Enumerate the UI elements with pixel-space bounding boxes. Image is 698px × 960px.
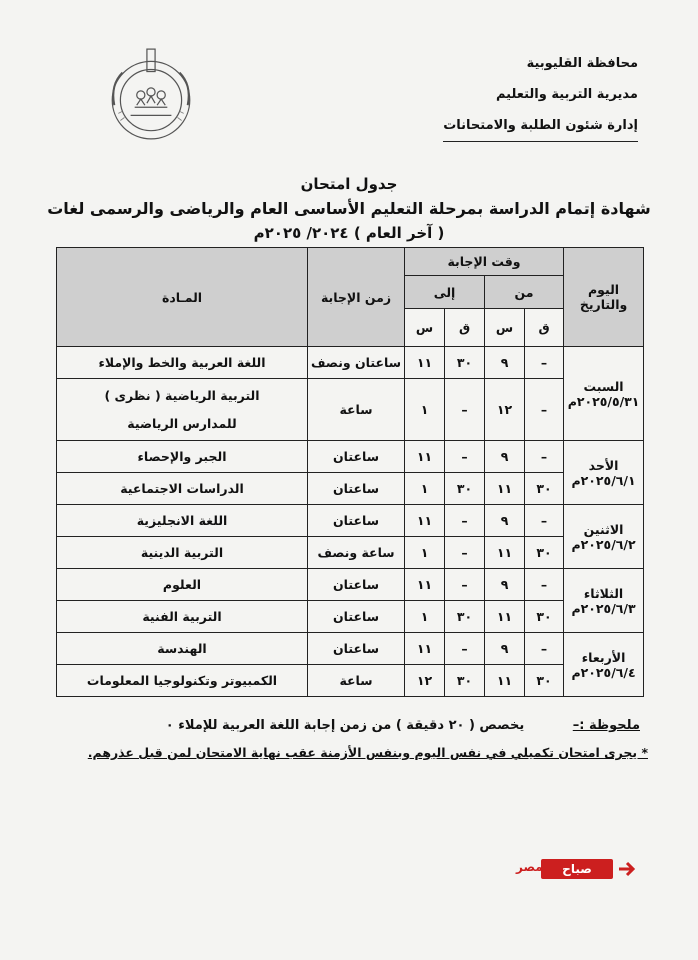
from-minute: ٣٠ [525,473,564,505]
to-hour: ١١ [405,633,445,665]
to-minute: – [445,537,485,569]
day-cell [564,569,644,633]
to-minute: – [445,379,485,441]
from-hour: ١١ [485,601,525,633]
duration: ساعتان [308,441,405,473]
from-hour: ٩ [485,633,525,665]
to-minute: – [445,441,485,473]
day-date: ٢٠٢٥/٦/٤م [571,664,636,680]
footnote: * يجرى امتحان تكميلي في نفس اليوم وبنفس الأزمنة عقب نهاية الامتحان لمن قبل عذرهم. [87,745,648,760]
to-hour: ١ [405,601,445,633]
duration: ساعتان [308,473,405,505]
from-hour: ٩ [485,347,525,379]
to-hour: ١١ [405,569,445,601]
table-row [57,379,644,441]
day-cell [564,441,644,505]
duration: ساعتان [308,601,405,633]
from-hour: ٩ [485,569,525,601]
day-date: ٢٠٢٥/٦/٢م [571,536,636,552]
note-text: يخصص ( ٢٠ دقيقة ) من زمن إجابة اللغة العربية للإملاء ٠ [165,718,525,733]
from-minute: ٣٠ [525,537,564,569]
day-date: ٢٠٢٥/٥/٣١م [567,393,640,409]
to-minute: ٣٠ [445,347,485,379]
day-date: ٢٠٢٥/٦/١م [571,472,636,488]
duration: ساعة ونصف [308,537,405,569]
subject: الدراسات الاجتماعية [57,473,308,505]
day-name: الاثنين [583,521,624,537]
from-minute: ٣٠ [525,601,564,633]
header-duration: زمن الإجابة [308,248,405,347]
from-minute: – [525,633,564,665]
schedule-title: جدول امتحان [300,175,398,193]
subject: الجبر والإحصاء [57,441,308,473]
brand-name: صباح [541,859,613,879]
day-name: الأربعاء [581,649,626,665]
header-to: إلى [405,276,485,309]
table-row [57,665,644,697]
brand-suffix: مصر [516,860,543,874]
duration: ساعة [308,379,405,441]
day-cell [564,505,644,569]
day-cell [564,347,644,441]
table-row [57,347,644,379]
table-row [57,601,644,633]
department-name: إدارة شئون الطلبة والامتحانات [443,110,638,142]
to-hour: ١١ [405,505,445,537]
to-hour: ١٢ [405,665,445,697]
header-answer-time: وقت الإجابة [405,248,564,276]
note-label: ملحوظة :– [572,718,640,733]
duration: ساعتان [308,633,405,665]
from-hour: ١٢ [485,379,525,441]
to-hour: ١١ [405,441,445,473]
from-hour: ١١ [485,665,525,697]
subject: التربية الفنية [57,601,308,633]
table-row [57,441,644,473]
subject: التربية الدينية [57,537,308,569]
certificate-title: شهادة إتمام الدراسة بمرحلة التعليم الأساسى العام والرياضى والرسمى لغات [47,199,651,218]
from-minute: – [525,347,564,379]
subject: الكمبيوتر وتكنولوجيا المعلومات [57,665,308,697]
from-hour: ٩ [485,505,525,537]
day-name: الثلاثاء [583,585,624,601]
duration: ساعتان ونصف [308,347,405,379]
arrow-logo-icon [617,861,641,877]
to-minute: – [445,505,485,537]
day-name: الأحد [588,457,619,473]
from-minute: – [525,379,564,441]
table-row [57,505,644,537]
header-from-minute: ق [525,309,564,347]
from-minute: ٣٠ [525,665,564,697]
duration: ساعتان [308,569,405,601]
exam-schedule-table [56,247,644,697]
header-to-minute: ق [445,309,485,347]
duration: ساعتان [308,505,405,537]
to-hour: ١ [405,379,445,441]
header-to-hour: س [405,309,445,347]
from-minute: – [525,569,564,601]
to-hour: ١ [405,537,445,569]
header-day-date: اليوم والتاريخ [564,248,644,347]
header-from: من [485,276,564,309]
from-hour: ١١ [485,473,525,505]
to-hour: ١ [405,473,445,505]
day-name: السبت [583,378,624,394]
to-hour: ١١ [405,347,445,379]
directorate-name: مديرية التربية والتعليم [495,87,638,102]
day-date: ٢٠٢٥/٦/٣م [571,600,636,616]
to-minute: – [445,633,485,665]
note [166,718,640,733]
header-from-hour: س [485,309,525,347]
to-minute: ٣٠ [445,473,485,505]
table-row [57,569,644,601]
subject: اللغة العربية والخط والإملاء [57,347,308,379]
header-block [443,48,638,142]
from-minute: – [525,441,564,473]
header-subject: المـادة [57,248,308,347]
duration: ساعة [308,665,405,697]
from-minute: – [525,505,564,537]
subject-line2: للمدارس الرياضية [127,415,237,431]
ministry-seal-icon [100,44,202,146]
subject: الهندسة [57,633,308,665]
from-hour: ١١ [485,537,525,569]
subject: العلوم [57,569,308,601]
to-minute: ٣٠ [445,665,485,697]
term-title: ( آخر العام ) ٢٠٢٤/ ٢٠٢٥م [253,224,445,242]
to-minute: ٣٠ [445,601,485,633]
subject [57,379,308,441]
day-cell [564,633,644,697]
subject-line1: التربية الرياضية ( نظرى ) [104,387,260,403]
table-row [57,473,644,505]
subject: اللغة الانجليزية [57,505,308,537]
to-minute: – [445,569,485,601]
table-row [57,633,644,665]
table-row [57,537,644,569]
brand-watermark [516,858,641,880]
from-hour: ٩ [485,441,525,473]
governorate-name: محافظة القليوبية [526,56,638,71]
